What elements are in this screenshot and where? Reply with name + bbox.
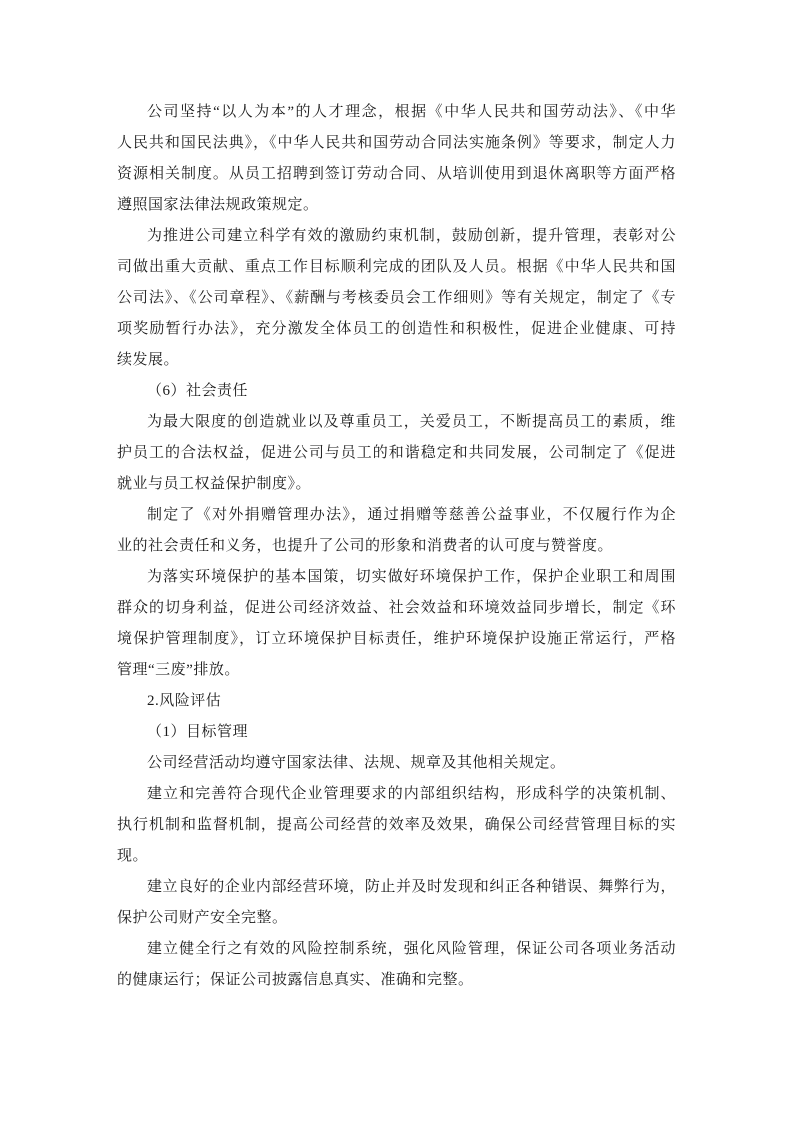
text-line: 群众的切身利益，促进公司经济效益、社会效益和环境效益同步增长，制定《环 bbox=[117, 600, 676, 616]
heading-line: 2.风险评估 bbox=[147, 693, 222, 709]
text-line: 遵照国家法律法规政策规定。 bbox=[117, 197, 319, 213]
text-line: 制定了《对外捐赠管理办法》，通过捐赠等慈善公益事业，不仅履行作为企 bbox=[147, 507, 676, 523]
text-line: 为推进公司建立科学有效的激励约束机制，鼓励创新，提升管理，表彰对公 bbox=[147, 228, 676, 244]
text-line: 的健康运行；保证公司披露信息真实、准确和完整。 bbox=[117, 972, 474, 988]
paragraph bbox=[117, 562, 676, 686]
paragraph bbox=[117, 221, 676, 376]
text-line: 为落实环境保护的基本国策，切实做好环境保护工作，保护企业职工和周围 bbox=[147, 569, 676, 585]
text-line: 建立健全行之有效的风险控制系统，强化风险管理，保证公司各项业务活动 bbox=[147, 941, 676, 957]
section-heading-goal-management bbox=[117, 717, 676, 748]
text-line: 业的社会责任和义务，也提升了公司的形象和消费者的认可度与赞誉度。 bbox=[117, 538, 614, 554]
section-heading-risk-assessment bbox=[117, 686, 676, 717]
text-line: 建立和完善符合现代企业管理要求的内部组织结构，形成科学的决策机制、 bbox=[147, 786, 676, 802]
text-line: 为最大限度的创造就业以及尊重员工，关爱员工，不断提高员工的素质，维 bbox=[147, 414, 676, 430]
text-line: 现。 bbox=[117, 848, 149, 864]
text-line: 资源相关制度。从员工招聘到签订劳动合同、从培训使用到退休离职等方面严格 bbox=[117, 166, 676, 182]
text-line: 公司法》、《公司章程》、《薪酬与考核委员会工作细则》等有关规定，制定了《专 bbox=[117, 290, 676, 306]
paragraph bbox=[117, 407, 676, 500]
text-line: 续发展。 bbox=[117, 352, 180, 368]
text-line: 就业与员工权益保护制度》。 bbox=[117, 476, 312, 492]
text-line: 司做出重大贡献、重点工作目标顺利完成的团队及人员。根据《中华人民共和国 bbox=[117, 259, 676, 275]
paragraph bbox=[117, 872, 676, 934]
text-line: 建立良好的企业内部经营环境，防止并及时发现和纠正各种错误、舞弊行为， bbox=[147, 879, 676, 895]
text-line: 管理“三废”排放。 bbox=[117, 662, 240, 678]
section-heading-social-responsibility bbox=[117, 376, 676, 407]
document-content bbox=[117, 97, 676, 996]
paragraph bbox=[117, 934, 676, 996]
text-line: 项奖励暂行办法》，充分激发全体员工的创造性和积极性，促进企业健康、可持 bbox=[117, 321, 676, 337]
text-line: 执行机制和监督机制，提高公司经营的效率及效果，确保公司经营管理目标的实 bbox=[117, 817, 676, 833]
text-line: 保护公司财产安全完整。 bbox=[117, 910, 288, 926]
paragraph bbox=[117, 748, 676, 779]
text-line: 公司经营活动均遵守国家法律、法规、规章及其他相关规定。 bbox=[147, 755, 566, 771]
paragraph bbox=[117, 97, 676, 221]
text-line: 人民共和国民法典》，《中华人民共和国劳动合同法实施条例》等要求，制定人力 bbox=[117, 135, 676, 151]
text-line: 境保护管理制度》，订立环境保护目标责任，维护环境保护设施正常运行，严格 bbox=[117, 631, 676, 647]
text-line: 护员工的合法权益，促进公司与员工的和谐稳定和共同发展，公司制定了《促进 bbox=[117, 445, 676, 461]
paragraph bbox=[117, 779, 676, 872]
paragraph bbox=[117, 500, 676, 562]
heading-line: （1）目标管理 bbox=[147, 724, 249, 740]
heading-line: （6）社会责任 bbox=[147, 383, 249, 399]
text-line: 公司坚持“以人为本”的人才理念，根据《中华人民共和国劳动法》、《中华 bbox=[147, 104, 676, 120]
